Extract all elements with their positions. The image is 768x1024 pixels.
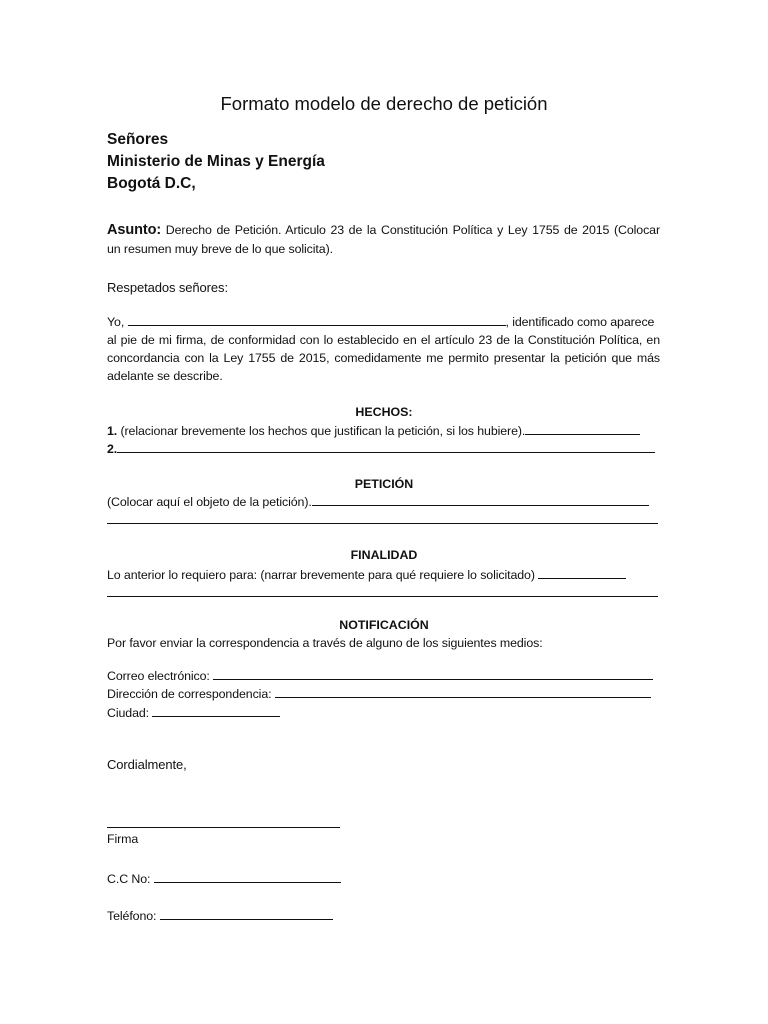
intro-suffix: , identificado como aparece <box>505 315 655 329</box>
addressee-city: Bogotá D.C, <box>107 175 196 192</box>
subject-text-1: Derecho de Petición. Articulo 23 de la Constitución Política y Ley 1755 de 2015 (Colocar <box>165 223 660 237</box>
email-label: Correo electrónico: <box>107 669 214 683</box>
hechos-item-2-number: 2. <box>107 442 118 456</box>
city-blank[interactable] <box>152 716 280 717</box>
hechos-heading: HECHOS: <box>355 405 413 419</box>
hechos-item-2 <box>107 442 658 456</box>
peticion-heading: PETICIÓN <box>354 477 414 491</box>
signature-line[interactable] <box>107 827 340 828</box>
document-title: Formato modelo de derecho de petición <box>220 93 548 114</box>
finalidad-line-2 <box>107 586 658 600</box>
city-row <box>107 706 658 720</box>
peticion-line-2 <box>107 513 658 527</box>
hechos-item-1-blank[interactable] <box>525 434 640 435</box>
finalidad-line <box>107 568 658 582</box>
intro-prefix: Yo, <box>107 315 128 329</box>
peticion-blank-2[interactable] <box>107 523 658 524</box>
addressee-line1: Señores <box>107 131 169 148</box>
email-row <box>107 669 658 683</box>
hechos-item-1-number: 1. <box>107 424 118 438</box>
address-blank[interactable] <box>275 697 651 698</box>
peticion-line <box>107 495 658 509</box>
id-blank[interactable] <box>154 882 341 883</box>
finalidad-blank-1[interactable] <box>538 578 626 579</box>
subject-line2: un resumen muy breve de lo que solicita). <box>107 242 333 256</box>
addressee-ministry: Ministerio de Minas y Energía <box>107 153 325 170</box>
signature-label: Firma <box>107 832 139 846</box>
hechos-item-1-text: (relacionar brevemente los hechos que justifican la petición, si los hubiere). <box>117 424 526 438</box>
finalidad-heading: FINALIDAD <box>350 548 418 562</box>
subject-line1 <box>107 222 660 238</box>
phone-blank[interactable] <box>160 919 333 920</box>
city-label: Ciudad: <box>107 706 153 720</box>
hechos-item-2-blank[interactable] <box>117 452 655 453</box>
address-label: Dirección de correspondencia: <box>107 687 275 701</box>
peticion-blank-1[interactable] <box>312 505 649 506</box>
phone-label: Teléfono: <box>107 909 160 923</box>
id-label: C.C No: <box>107 872 154 886</box>
subject-label: Asunto: <box>107 222 162 238</box>
intro-line2: al pie de mi firma, de conformidad con lo establecido en el artículo 23 de la Constitución Política, en <box>107 333 660 347</box>
intro-line1 <box>107 315 660 329</box>
peticion-text: (Colocar aquí el objeto de la petición). <box>107 495 312 509</box>
name-blank-line[interactable] <box>128 325 506 326</box>
address-row <box>107 687 658 701</box>
closing: Cordialmente, <box>107 757 187 772</box>
hechos-item-1 <box>107 424 658 438</box>
finalidad-text: Lo anterior lo requiero para: (narrar brevemente para qué requiere lo solicitado) <box>107 568 539 582</box>
notificacion-text: Por favor enviar la correspondencia a través de alguno de los siguientes medios: <box>107 636 543 650</box>
intro-line4: adelante se describe. <box>107 369 223 383</box>
email-blank[interactable] <box>213 679 653 680</box>
intro-line3: concordancia con la Ley 1755 de 2015, comedidamente me permito presentar la petición que más <box>107 351 660 365</box>
salutation: Respetados señores: <box>107 280 228 295</box>
id-row <box>107 872 341 886</box>
phone-row <box>107 909 333 923</box>
finalidad-blank-2[interactable] <box>107 596 658 597</box>
notificacion-heading: NOTIFICACIÓN <box>339 618 429 632</box>
